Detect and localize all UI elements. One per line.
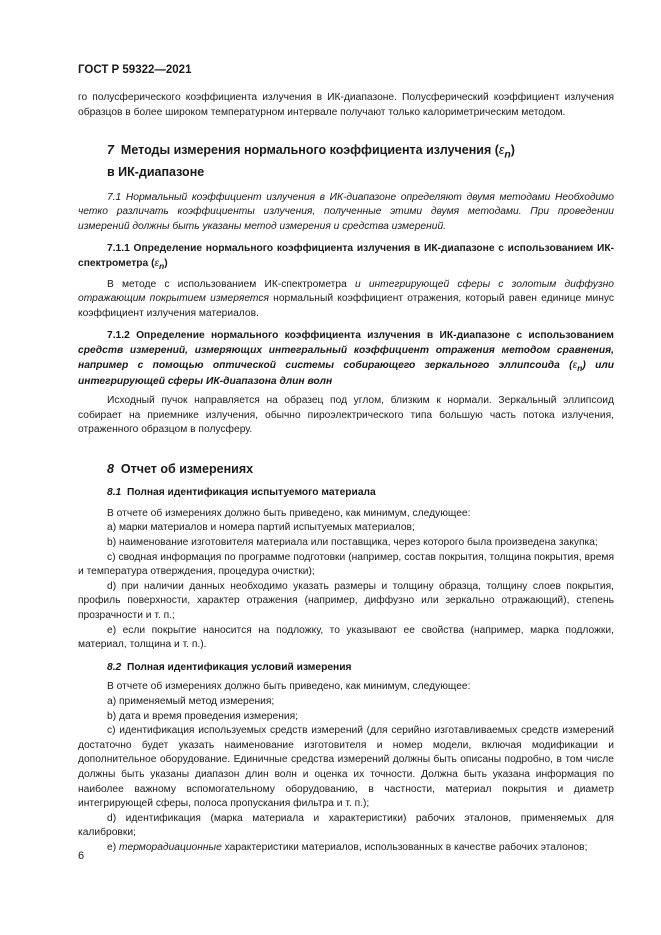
heading-7-1-2-italic-end: ) или интегрирующей сферы ИК-диапазона длин волн (78, 359, 614, 388)
section-8-heading (107, 462, 614, 477)
list-item-8-2-a: а) применяемый метод измерения; (107, 696, 275, 707)
section-8-number: 8 (107, 461, 114, 476)
list-item-8-2-b: b) дата и время проведения измерения; (107, 710, 298, 722)
heading-8-1 (107, 486, 614, 501)
page-number: 6 (78, 850, 85, 862)
heading-8-2-number: 8.2 (107, 661, 122, 673)
paragraph-8-1-intro: В отчете об измерениях должно быть приведено, как минимум, следующее: (107, 507, 471, 519)
page-content (78, 91, 614, 856)
epsilon-symbol: ε (498, 143, 505, 158)
heading-7-1-1-close: ) (164, 258, 168, 270)
epsilon-subscript: n (504, 149, 511, 161)
list-item-8-1-b: b) наименование изготовителя материала или поставщика, через которого была произведена закупка; (107, 537, 598, 549)
paragraph-8-2-intro: В отчете об измерениях должно быть приведено, как минимум, следующее: (107, 681, 471, 693)
intro-paragraph: го полусферического коэффициента излучения в ИК-диапазоне. Полусферический коэффициент излучения образцов в более широком температурном интервале получают только калориметрическим методом. (78, 92, 614, 118)
paragraph-7-1: 7.1 Нормальный коэффициент излучения в ИК-диапазоне определяют двумя методами Необходимо четко различать коэффициенты излучения, полученные этими двумя методами. При проведении измерений должны быть указаны метод измерения и средства измерений. (78, 191, 614, 232)
list-item-8-2-e (78, 841, 614, 856)
heading-7-1-2 (78, 329, 614, 389)
epsilon-subscript: n (577, 362, 583, 373)
list-item-8-2-d: d) идентификация (марка материала и характеристики) рабочих эталонов, применяемых для калибровки; (78, 812, 614, 839)
paragraph-7-1-1-italic: и интегрирующей сферы с золотым диффузно отражающим покрытием измеряется (78, 278, 614, 305)
section-7-title-line2: в ИК-диапазоне (107, 165, 205, 180)
paragraph-7-1-1-part1: В методе с использованием ИК-спектрометра (107, 278, 355, 290)
heading-7-1-2-text: 7.1.2 Определение нормального коэффициента излучения в ИК-диапазоне с использованием (107, 330, 614, 342)
heading-8-2-title: Полная идентификация условий измерения (126, 661, 352, 673)
section-8-title: Отчет об измерениях (120, 461, 254, 476)
heading-7-1-1-text: 7.1.1 Определение нормального коэффициента излучения в ИК-диапазоне с использованием ИК-спектрометра ( (78, 243, 614, 270)
list-item-8-2-e-rest: характеристики материалов, использованных в качестве рабочих эталонов; (221, 841, 588, 853)
section-7-number: 7 (107, 143, 114, 158)
list-item-8-1-d: d) при наличии данных необходимо указать размеры и толщину образца, толщину слоев покрытия, профиль поверхности, характер отражения (например, диффузно или зеркально отражающий), степень прозрачности и т. п.; (78, 580, 614, 622)
heading-7-1-2-italic: средств измерений, измеряющих интегральный коэффициент отражения методом сравнения, например с помощью оптической системы собирающего зеркального эллипсоида ( (78, 345, 614, 371)
heading-8-1-title: Полная идентификация испытуемого материала (126, 487, 376, 499)
paragraph-7-1-1-part3: нормальный коэффициент отражения, который равен единице минус коэффициент излучения материалов. (78, 293, 614, 319)
list-item-8-1-e: e) если покрытие наносится на подложку, то указывают ее свойства (например, марка подложки, материал, толщина и т. п.). (78, 624, 614, 651)
heading-8-1-number: 8.1 (107, 487, 122, 499)
section-7-title: Методы измерения нормального коэффициента излучения ( (120, 143, 499, 158)
paragraph-7-1-1 (78, 278, 614, 322)
list-item-8-1-a: а) марки материалов и номера партий испытуемых материалов; (107, 522, 415, 534)
epsilon-symbol: ε (572, 359, 578, 371)
heading-7-1-1 (78, 242, 614, 273)
list-item-8-1-c: c) сводная информация по программе подготовки (например, состав покрытия, толщина покрытия, время и температура отверждения, процедура очистки); (78, 551, 614, 578)
section-7-heading (107, 142, 614, 181)
epsilon-symbol: ε (154, 258, 160, 270)
document-header: ГОСТ Р 59322—2021 (78, 64, 192, 76)
list-item-8-2-c: c) идентификация используемых средств измерений (для серийно изготавливаемых средств измерений достаточно будет указать наименование изготовителя и номер модели, включая модификации и дополнительное оборудование. Единичные средства измерений должны быть описаны подробно, в том числе должны быть указаны диапазон длин волн и оценка их точности. Должна быть указана информация по наиболее важному вспомогательному оборудованию, в частности, материал покрытия и диаметр интегрирующей сферы, полоса пропускания фильтра и т. п.); (78, 725, 614, 810)
list-item-8-2-e-letter: e) (107, 841, 119, 853)
epsilon-subscript: n (159, 261, 165, 272)
list-item-8-2-e-italic: терморадиационные (118, 841, 222, 853)
paragraph-7-1-2: Исходный пучок направляется на образец под углом, близким к нормали. Зеркальный эллипсоид собирает на приемнике излучения, обычно пироэлектрического типа большую часть потока излучения, отраженного образцом в полусферу. (78, 394, 614, 436)
section-7-title-close: ) (510, 143, 515, 158)
heading-8-2 (107, 661, 614, 676)
